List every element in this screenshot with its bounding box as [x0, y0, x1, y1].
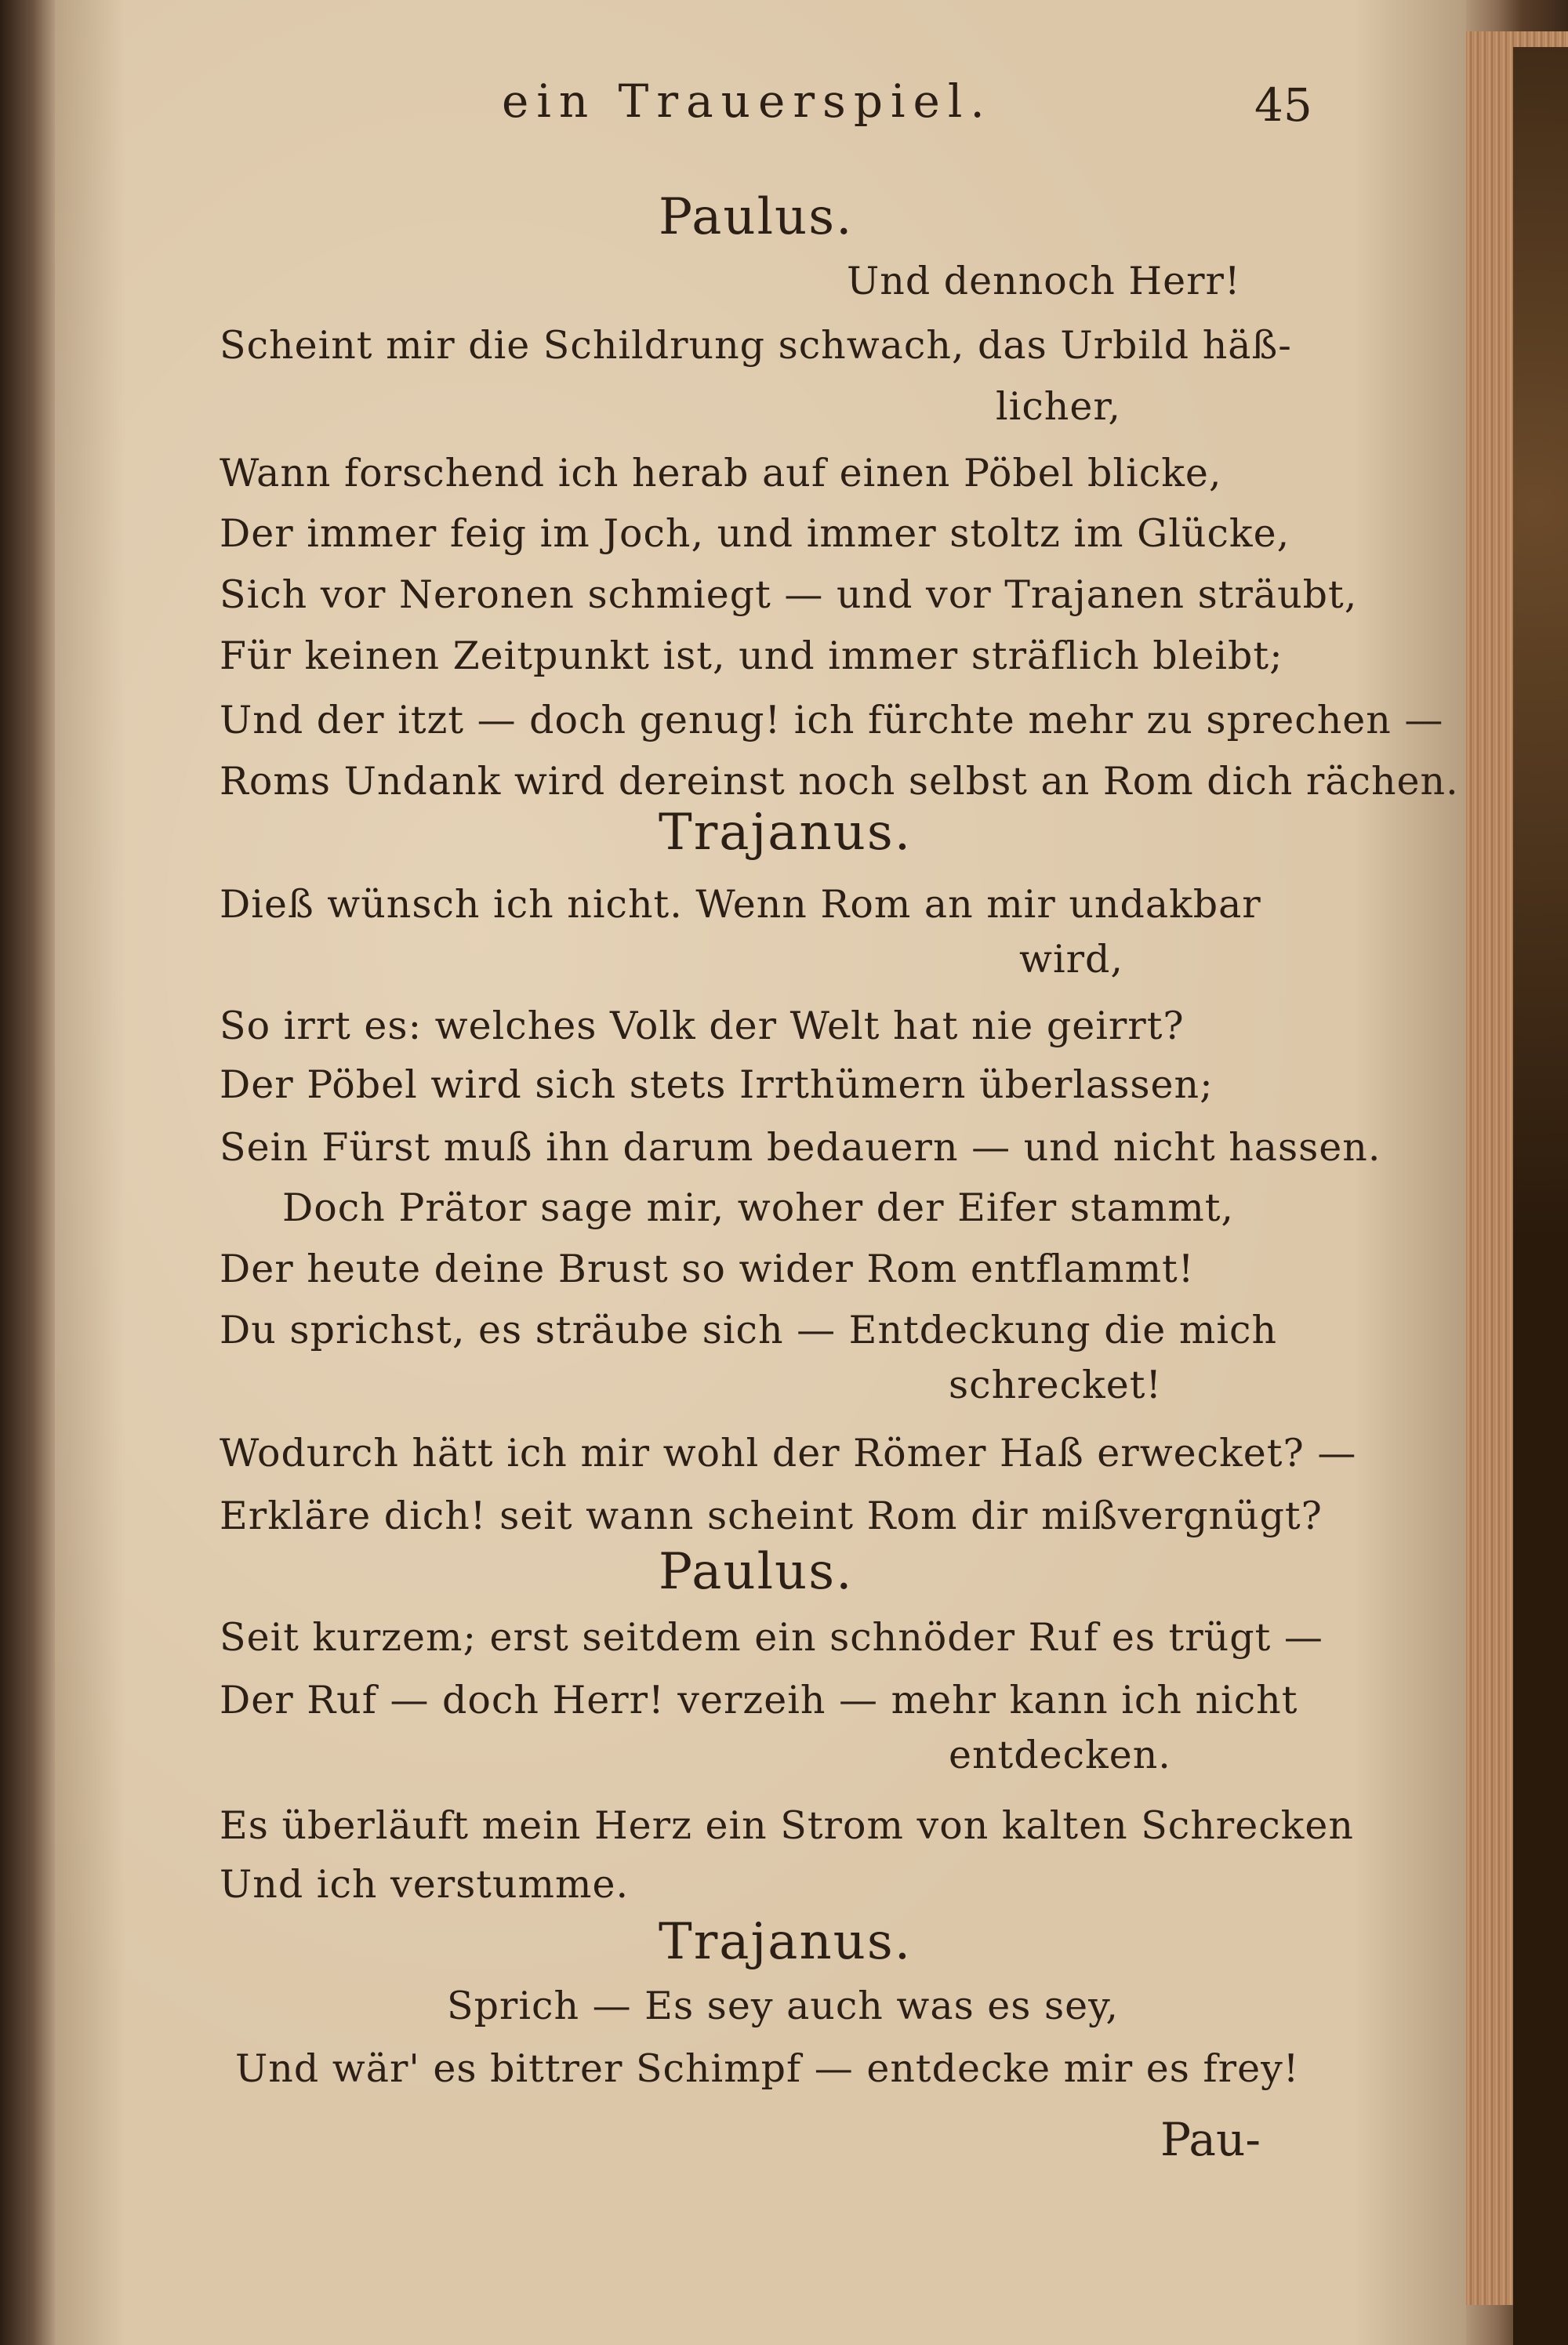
page-number: 45 — [1254, 78, 1312, 132]
verse-line: Scheint mir die Schildrung schwach, das Urbild häß- — [220, 323, 1292, 368]
verse-line: Wann forschend ich herab auf einen Pöbel blicke, — [220, 451, 1222, 495]
verse-line: Der Ruf — doch Herr! verzeih — mehr kann ich nicht — [220, 1678, 1298, 1722]
gutter-shadow — [0, 0, 55, 2345]
verse-line: Wodurch hätt ich mir wohl der Römer Haß erwecket? — — [220, 1431, 1357, 1476]
verse-line: Sprich — Es sey auch was es sey, — [447, 1984, 1119, 2028]
running-title: ein Trauerspiel. — [502, 74, 993, 128]
verse-line: Der Pöbel wird sich stets Irrthümern überlassen; — [220, 1062, 1214, 1107]
verse-line: Und der itzt — doch genug! ich fürchte mehr zu sprechen — — [220, 698, 1444, 742]
verse-line: Erkläre dich! seit wann scheint Rom dir mißvergnügt? — [220, 1494, 1323, 1538]
verse-line: licher, — [996, 384, 1121, 429]
verse-line: Der heute deine Brust so wider Rom entflammt! — [220, 1247, 1195, 1291]
speaker-name: Trajanus. — [659, 804, 913, 862]
verse-line: schrecket! — [949, 1363, 1163, 1407]
speaker-name: Paulus. — [659, 1543, 854, 1601]
catchword: Pau- — [1160, 2113, 1261, 2166]
verse-line: entdecken. — [949, 1733, 1171, 1777]
verse-line: So irrt es: welches Volk der Welt hat nie geirrt? — [220, 1004, 1185, 1048]
book-cover-edge — [1513, 47, 1568, 2345]
verse-line: Sich vor Neronen schmiegt — und vor Trajanen sträubt, — [220, 572, 1358, 617]
verse-line: Dieß wünsch ich nicht. Wenn Rom an mir undakbar — [220, 882, 1261, 927]
verse-line: Roms Undank wird dereinst noch selbst an Rom dich rächen. — [220, 759, 1459, 804]
verse-line: wird, — [1019, 937, 1123, 982]
verse-line: Und ich verstumme. — [220, 1862, 630, 1907]
verse-line: Sein Fürst muß ihn darum bedauern — und nicht hassen. — [220, 1125, 1381, 1170]
speaker-name: Paulus. — [659, 188, 854, 246]
verse-line: Für keinen Zeitpunkt ist, und immer sträflich bleibt; — [220, 633, 1283, 678]
verse-line: Der immer feig im Joch, und immer stoltz im Glücke, — [220, 511, 1290, 556]
verse-line: Du sprichst, es sträube sich — Entdeckung die mich — [220, 1308, 1278, 1352]
verse-line: Und wär' es bittrer Schimpf — entdecke mir es frey! — [235, 2046, 1300, 2091]
verse-line: Es überläuft mein Herz ein Strom von kalten Schrecken — [220, 1803, 1354, 1848]
verse-line: Doch Prätor sage mir, woher der Eifer stammt, — [282, 1185, 1234, 1230]
speaker-name: Trajanus. — [659, 1913, 913, 1971]
verse-line: Und dennoch Herr! — [847, 259, 1241, 303]
verse-line: Seit kurzem; erst seitdem ein schnöder Ruf es trügt — — [220, 1615, 1323, 1660]
